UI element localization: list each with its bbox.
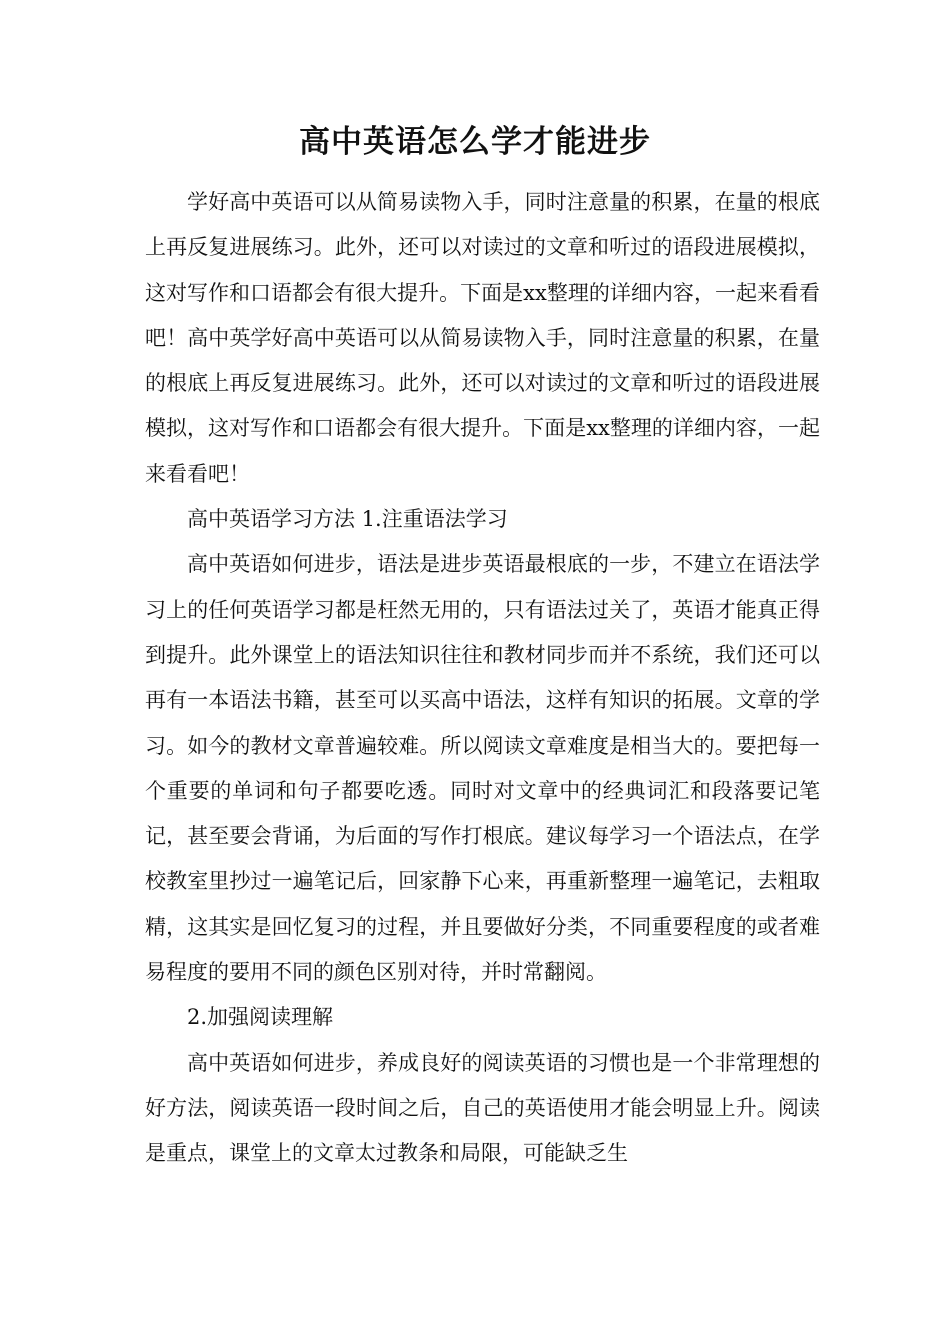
paragraph-reading: 高中英语如何进步，养成良好的阅读英语的习惯也是一个非常理想的好方法，阅读英语一段时间之后，自己的英语使用才能会明显上升。阅读是重点，课堂上的文章太过教条和局限，可能缺乏生 <box>145 1050 820 1166</box>
paragraph-heading-reading: 2.加强阅读理解 <box>187 1005 334 1030</box>
paragraph-grammar: 高中英语如何进步，语法是进步英语最根底的一步，不建立在语法学习上的任何英语学习都是枉然无用的，只有语法过关了，英语才能真正得到提升。此外课堂上的语法知识往往和教材同步而并不系统，我们还可以再有一本语法书籍，甚至可以买高中语法，这样有知识的拓展。文章的学习。如今的教材文章普遍较难。所以阅读文章难度是相当大的。要把每一个重要的单词和句子都要吃透。同时对文章中的经典词汇和段落要记笔记，甚至要会背诵，为后面的写作打根底。建议每学习一个语法点，在学校教室里抄过一遍笔记后，回家静下心来，再重新整理一遍笔记，去粗取精，这其实是回忆复习的过程，并且要做好分类，不同重要程度的或者难易程度的要用不同的颜色区别对待，并时常翻阅。 <box>145 552 820 985</box>
paragraph-heading-grammar: 高中英语学习方法 1.注重语法学习 <box>187 507 508 532</box>
document-body <box>145 180 820 1177</box>
document-title: 高中英语怎么学才能进步 <box>299 124 651 160</box>
paragraph-intro: 学好高中英语可以从简易读物入手，同时注意量的积累，在量的根底上再反复进展练习。此外，还可以对读过的文章和听过的语段进展模拟，这对写作和口语都会有很大提升。下面是xx整理的详细内容，一起来看看吧！高中英学好高中英语可以从简易读物入手，同时注意量的积累，在量的根底上再反复进展练习。此外，还可以对读过的文章和听过的语段进展模拟，这对写作和口语都会有很大提升。下面是xx整理的详细内容，一起来看看吧！ <box>145 190 820 486</box>
